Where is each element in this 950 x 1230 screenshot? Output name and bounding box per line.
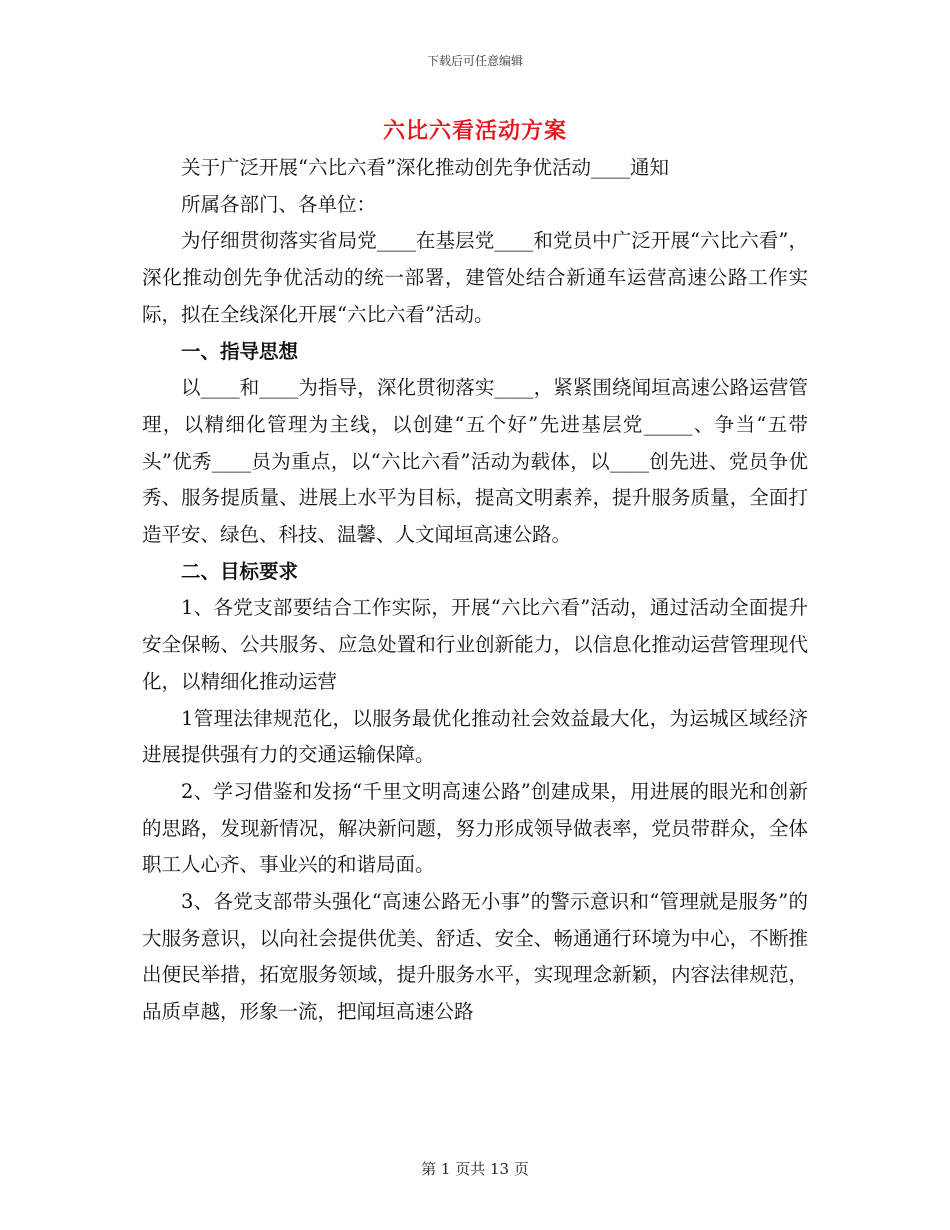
objective-1-continued-paragraph: 1管理法律规范化，以服务最优化推动社会效益最大化，为运城区域经济进展提供强有力的交通运输保障。 (142, 706, 808, 767)
section-heading-guiding-ideology: 一、指导思想 (181, 339, 299, 363)
guiding-ideology-paragraph: 以____和____为指导，深化贯彻落实____，紧紧围绕闻垣高速公路运营管理，以精细化管理为主线，以创建“五个好”先进基层党_____、争当“五带头”优秀____员为重点，以“六比六看”活动为载体，以____创先进、党员争优秀、服务提质量、进展上水平为目标，提高文明素养，提升服务质量，全面打造平安、绿色、科技、温馨、人文闻垣高速公路。 (142, 376, 808, 547)
notice-heading: 关于广泛开展“六比六看”深化推动创先争优活动____通知 (181, 156, 669, 179)
intro-paragraph: 为仔细贯彻落实省局党____在基层党____和党员中广泛开展“六比六看”，深化推动创先争优活动的统一部署，建管处结合新通车运营高速公路工作实际，拟在全线深化开展“六比六看”活动。 (142, 229, 808, 326)
addressee: 所属各部门、各单位： (181, 192, 377, 216)
document-title: 六比六看活动方案 (382, 118, 567, 144)
section-heading-objectives: 二、目标要求 (181, 559, 299, 583)
objective-3-paragraph: 3、各党支部带头强化“高速公路无小事”的警示意识和“管理就是服务”的大服务意识，以向社会提供优美、舒适、安全、畅通通行环境为中心，不断推出便民举措，拓宽服务领域，提升服务水平，实现理念新颖，内容法律规范，品质卓越，形象一流，把闻垣高速公路 (142, 890, 808, 1024)
document-body (142, 150, 808, 1031)
objective-2-paragraph: 2、学习借鉴和发扬“千里文明高速公路”创建成果，用进展的眼光和创新的思路，发现新情况，解决新问题，努力形成领导做表率，党员带群众，全体职工人心齐、事业兴的和谐局面。 (142, 779, 808, 877)
page-footer: 第 1 页共 13 页 (421, 1160, 529, 1178)
objective-1-paragraph: 1、各党支部要结合工作实际，开展“六比六看”活动，通过活动全面提升安全保畅、公共服务、应急处置和行业创新能力，以信息化推动运营管理现代化，以精细化推动运营 (142, 596, 808, 693)
page-header: 下载后可任意编辑 (426, 54, 523, 68)
